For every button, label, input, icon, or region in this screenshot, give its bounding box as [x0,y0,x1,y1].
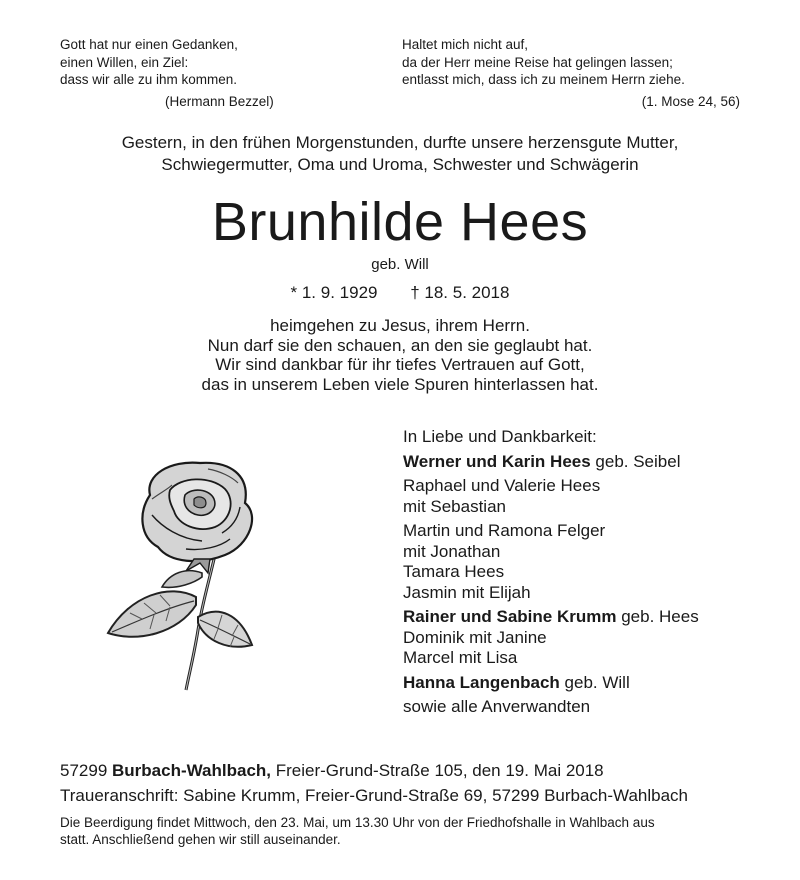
family-entry-rest: mit Jonathan [403,541,501,561]
family-entry [403,673,763,694]
death-date: † 18. 5. 2018 [410,283,510,302]
address-zip: 57299 [60,761,108,780]
intro-line: Gestern, in den frühen Morgenstunden, durfte unsere herzensgute Mutter, [121,133,679,152]
verse-line: Haltet mich nicht auf, [402,37,529,52]
life-dates [0,282,800,304]
verse-line: entlasst mich, dass ich zu meinem Herrn ziehe. [402,72,685,87]
message-line: heimgehen zu Jesus, ihrem Herrn. [270,316,530,335]
family-entry-rest: geb. Seibel [590,451,681,471]
family-entry-rest: Tamara Hees [403,562,505,581]
family-entry [403,452,763,473]
address-rest: Freier-Grund-Straße 105, den 19. Mai 2018 [275,761,604,780]
intro-text [0,132,800,176]
family-entry [403,562,763,583]
family-entry [403,628,763,649]
family-entry-rest: geb. Hees [616,607,699,626]
deceased-name: Brunhilde Hees [211,192,589,252]
family-entry [403,497,763,518]
verse-line: da der Herr meine Reise hat gelingen lassen; [402,54,673,70]
message-line: das in unserem Leben viele Spuren hinterlassen hat. [201,374,599,394]
verse-source: (1. Mose 24, 56) [641,93,740,109]
verse-source: (Hermann Bezzel) [165,93,274,109]
family-entry-rest: geb. Will [559,672,630,692]
family-entry-rest: Marcel mit Lisa [403,648,518,667]
verse-line: dass wir alle zu ihm kommen. [60,72,238,87]
message-line: Nun darf sie den schauen, an den sie geglaubt hat. [207,335,593,355]
family-entry [403,542,763,563]
funeral-notice [60,814,750,848]
intro-line: Schwiegermutter, Oma und Uroma, Schwester und Schwägerin [161,155,639,174]
bible-verse-right [402,36,740,110]
verse-line: Gott hat nur einen Gedanken, [60,37,238,52]
funeral-line: statt. Anschließend gehen wir still auseinander. [60,832,341,847]
sender-address [60,760,760,782]
family-entry [403,476,763,497]
family-entry [403,607,763,628]
family-entry-rest: Dominik mit Janine [403,627,547,647]
family-entry-rest: mit Sebastian [403,496,506,516]
family-entry-bold: Werner und Karin Hees [403,451,591,471]
memorial-message [0,316,800,394]
family-entry-rest: sowie alle Anverwandten [403,697,591,716]
family-entry [403,648,763,669]
bible-verse-left [60,36,360,110]
family-entry-rest: Jasmin mit Elijah [403,582,531,602]
family-entry [403,583,763,604]
family-entry-rest: Martin und Ramona Felger [403,521,606,540]
family-entry-bold: Rainer und Sabine Krumm [403,607,617,626]
family-entry-bold: Hanna Langenbach [403,672,560,692]
family-heading: In Liebe und Dankbarkeit: [403,427,597,446]
family-entry [403,521,763,542]
family-list [403,427,763,718]
birth-date: * 1. 9. 1929 [290,283,378,302]
funeral-line: Die Beerdigung findet Mittwoch, den 23. Mai, um 13.30 Uhr von der Friedhofshalle in Wahlbach aus [60,815,655,830]
mourning-address: Traueranschrift: Sabine Krumm, Freier-Grund-Straße 69, 57299 Burbach-Wahlbach [60,786,689,805]
verse-line: einen Willen, ein Ziel: [60,54,189,70]
address-town: Burbach-Wahlbach, [112,761,272,780]
family-entry-rest: Raphael und Valerie Hees [403,476,601,495]
message-line: Wir sind dankbar für ihr tiefes Vertrauen auf Gott, [215,355,585,374]
maiden-name: geb. Will [371,256,429,273]
rose-icon [90,455,300,695]
family-entry [403,697,763,718]
